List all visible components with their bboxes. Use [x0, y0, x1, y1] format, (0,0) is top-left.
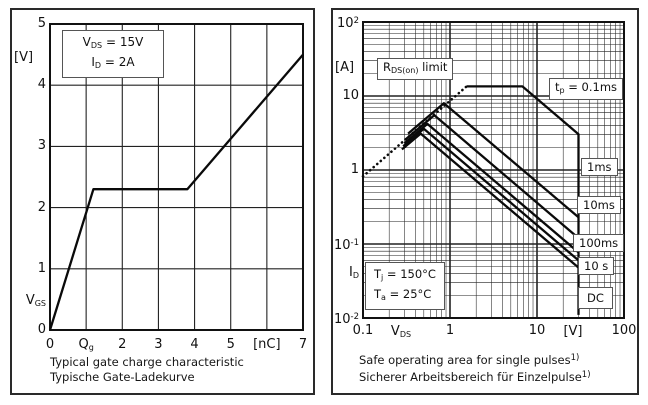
condition-ta: $T_a = 25^\circ C$ [374, 287, 432, 302]
y-tick-label: $10^{-2}$ [333, 312, 359, 327]
y-tick-label: 0 [37, 322, 46, 337]
condition-vds: $V_{DS} = 15V$ [82, 35, 144, 50]
x-axis-unit-right: [V] [563, 324, 583, 339]
gate-charge-chart-panel [10, 8, 315, 395]
caption-left-de: Typische Gate-Ladekurve [50, 369, 195, 384]
caption-left [50, 355, 244, 384]
condition-id: $I_D = 2A$ [91, 55, 135, 70]
condition-tj: $T_j = 150^\circ C$ [374, 267, 436, 282]
pulse-label-10s: 10 s [578, 257, 614, 275]
rds-on-limit-label: $R_{DS(on)}$ limit [377, 58, 453, 80]
caption-right-de: Sicherer Arbeitsbereich für Einzelpulse$^{1)}$ [359, 369, 591, 384]
x-tick-label: 10 [528, 323, 546, 338]
x-tick-label: 3 [154, 337, 163, 352]
pulse-label-1ms: 1ms [581, 158, 618, 176]
y-axis-unit-left [14, 50, 44, 65]
soa-curve-1ms [408, 103, 578, 217]
y-axis-unit-right [335, 60, 363, 75]
x-tick-label: 1 [445, 323, 455, 338]
x-tick-label: 5 [226, 337, 235, 352]
x-tick-label: 4 [190, 337, 199, 352]
x-tick-label: $Q_g$ [78, 337, 94, 352]
y-axis-unit-label: [A] [335, 60, 355, 75]
x-tick-label: 2 [118, 337, 127, 352]
gate-charge-curve-vgs-vs-qg [50, 55, 303, 330]
y-axis-symbol-id: $I_D$ [348, 265, 359, 280]
soa-chart-panel [331, 8, 639, 395]
caption-right [359, 351, 591, 384]
x-tick-label: 100 [611, 323, 637, 338]
y-axis-symbol-vgs: $V_{GS}$ [25, 293, 46, 308]
y-tick-label: 2 [37, 199, 46, 215]
x-tick-label: 7 [298, 337, 308, 352]
pulse-label-tp-0p1ms: $t_p = 0.1ms$ [549, 78, 623, 100]
x-tick-label: 0.1 [352, 323, 374, 338]
caption-left-en: Typical gate charge characteristic [50, 355, 244, 369]
x-axis-symbol-vds: $V_{DS}$ [390, 324, 412, 339]
y-tick-label: 5 [37, 16, 46, 31]
y-tick-label: 1 [37, 260, 46, 276]
pulse-label-10ms: 10ms [577, 196, 621, 214]
caption-right-en: Safe operating area for single pulses$^{1)}$ [359, 353, 580, 367]
y-axis-unit-label: [V] [14, 50, 34, 65]
x-tick-label: [nC] [253, 337, 281, 352]
pulse-label-dc: DC [578, 287, 613, 309]
conditions-box-left [62, 30, 164, 78]
y-tick-label: 4 [37, 77, 46, 93]
soa-curve-10ms [406, 115, 579, 238]
soa-curve-tp-0-1ms [467, 86, 579, 315]
y-tick-label: $10^2$ [337, 16, 359, 31]
y-tick-label: 1 [350, 162, 359, 177]
y-tick-label: $10^{-1}$ [333, 238, 359, 253]
x-tick-label: 0 [45, 337, 55, 352]
y-tick-label: 3 [37, 138, 46, 154]
conditions-box-right [365, 262, 445, 310]
pulse-label-100ms: 100ms [573, 234, 624, 252]
y-tick-label: 10 [342, 88, 359, 103]
